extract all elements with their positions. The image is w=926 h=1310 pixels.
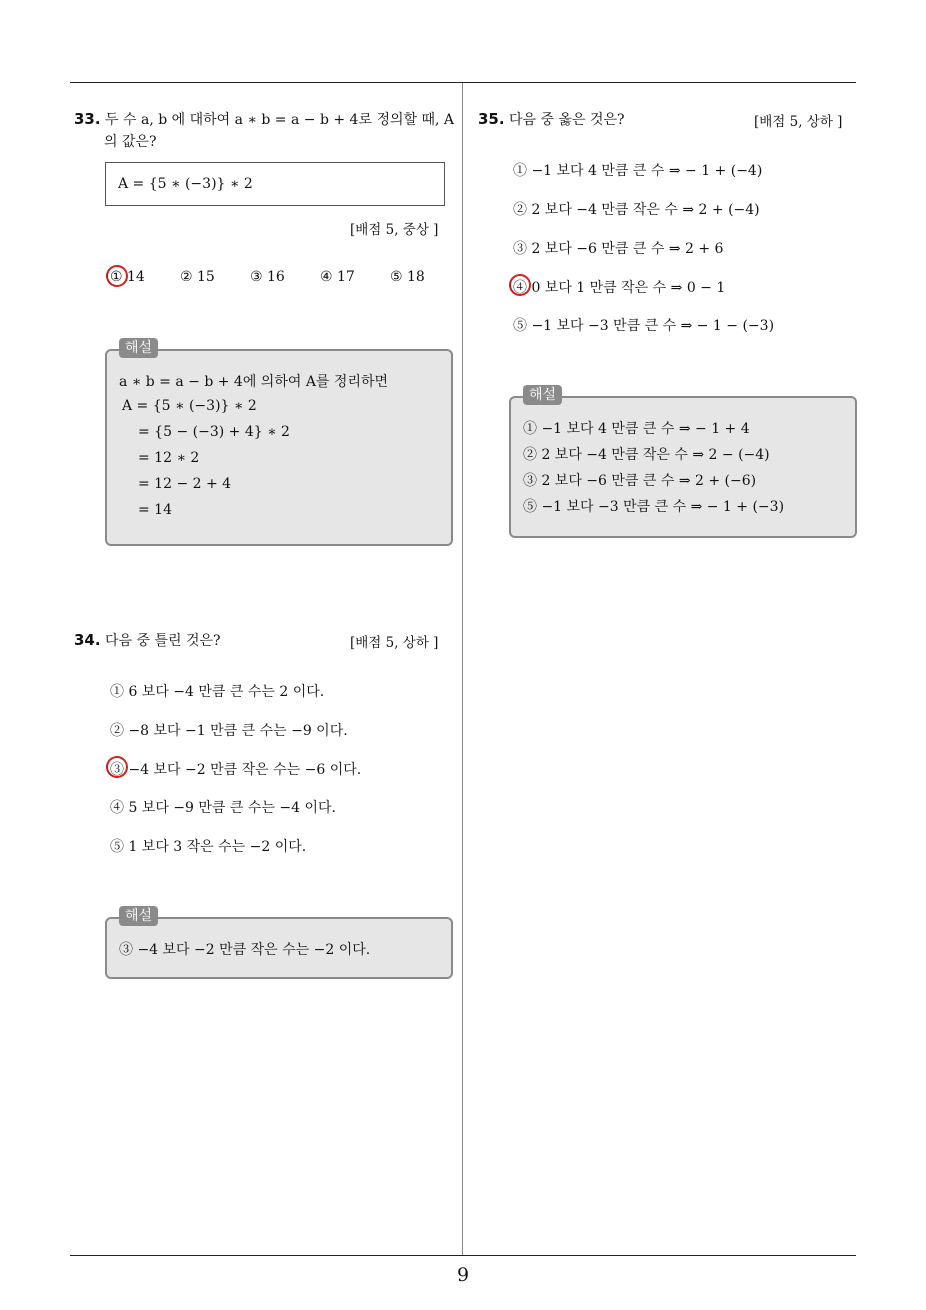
solution-line: = 12 ∗ 2 (138, 450, 200, 466)
choice-1[interactable]: ① −1 보다 4 만큼 큰 수 ⇒ − 1 + (−4) (513, 163, 763, 179)
solution-line: a ∗ b = a − b + 4에 의하여 A를 정리하면 (119, 374, 389, 390)
solution-line: ① −1 보다 4 만큼 큰 수 ⇒ − 1 + 4 (523, 421, 750, 437)
choice-4[interactable]: ④ 5 보다 −9 만큼 큰 수는 −4 이다. (110, 800, 336, 816)
score-label: [배점 5, 상하 ] (754, 114, 843, 130)
solution-line: = 14 (138, 502, 172, 518)
solution-line: = 12 − 2 + 4 (138, 476, 232, 492)
solution-line: ⑤ −1 보다 −3 만큼 큰 수 ⇒ − 1 + (−3) (523, 499, 785, 515)
choice-1[interactable]: ① 14 (110, 269, 145, 285)
solution-tag: 해설 (523, 385, 562, 405)
score-label: [배점 5, 상하 ] (350, 635, 439, 651)
solution-box (105, 349, 453, 546)
question-number: 35. (478, 110, 505, 128)
solution-box (509, 396, 857, 538)
choice-4[interactable]: ④ 17 (320, 269, 355, 285)
given-expression-box (105, 162, 445, 206)
column-divider (462, 83, 463, 1255)
choice-2[interactable]: ② 2 보다 −4 만큼 작은 수 ⇒ 2 + (−4) (513, 202, 760, 218)
solution-line: ② 2 보다 −4 만큼 작은 수 ⇒ 2 − (−4) (523, 447, 770, 463)
page-number: 9 (456, 1264, 470, 1286)
top-rule (70, 82, 856, 83)
choice-3[interactable]: ③ 16 (250, 269, 285, 285)
question-number: 34. (74, 631, 101, 649)
choice-2[interactable]: ② −8 보다 −1 만큼 큰 수는 −9 이다. (110, 723, 348, 739)
choice-5[interactable]: ⑤ 18 (390, 269, 425, 285)
question-stem: 다음 중 틀린 것은? (105, 633, 221, 649)
solution-line: = {5 − (−3) + 4} ∗ 2 (138, 424, 290, 440)
choice-1[interactable]: ① 6 보다 −4 만큼 큰 수는 2 이다. (110, 684, 325, 700)
choice-5[interactable]: ⑤ −1 보다 −3 만큼 큰 수 ⇒ − 1 − (−3) (513, 318, 775, 334)
choice-3[interactable]: ③ 2 보다 −6 만큼 큰 수 ⇒ 2 + 6 (513, 241, 724, 257)
choice-5[interactable]: ⑤ 1 보다 3 작은 수는 −2 이다. (110, 839, 307, 855)
solution-line: ③ 2 보다 −6 만큼 큰 수 ⇒ 2 + (−6) (523, 473, 757, 489)
score-label: [배점 5, 중상 ] (350, 222, 439, 238)
solution-line: ③ −4 보다 −2 만큼 작은 수는 −2 이다. (119, 942, 371, 958)
question-number: 33. (74, 110, 101, 128)
question-33 (74, 108, 459, 153)
solution-line: A = {5 ∗ (−3)} ∗ 2 (122, 398, 257, 414)
question-stem: 두 수 a, b 에 대하여 a ∗ b = a − b + 4로 정의할 때, A (105, 112, 454, 128)
question-stem-cont: 의 값은? (104, 134, 157, 150)
choice-2[interactable]: ② 15 (180, 269, 215, 285)
solution-tag: 해설 (119, 906, 158, 926)
choice-4[interactable]: ④ 0 보다 1 만큼 작은 수 ⇒ 0 − 1 (513, 280, 726, 296)
solution-box (105, 917, 453, 979)
bottom-rule (70, 1255, 856, 1256)
question-stem: 다음 중 옳은 것은? (509, 112, 625, 128)
solution-tag: 해설 (119, 338, 158, 358)
choice-3[interactable]: ③ −4 보다 −2 만큼 작은 수는 −6 이다. (110, 762, 362, 778)
given-expression: A = {5 ∗ (−3)} ∗ 2 (118, 176, 253, 192)
